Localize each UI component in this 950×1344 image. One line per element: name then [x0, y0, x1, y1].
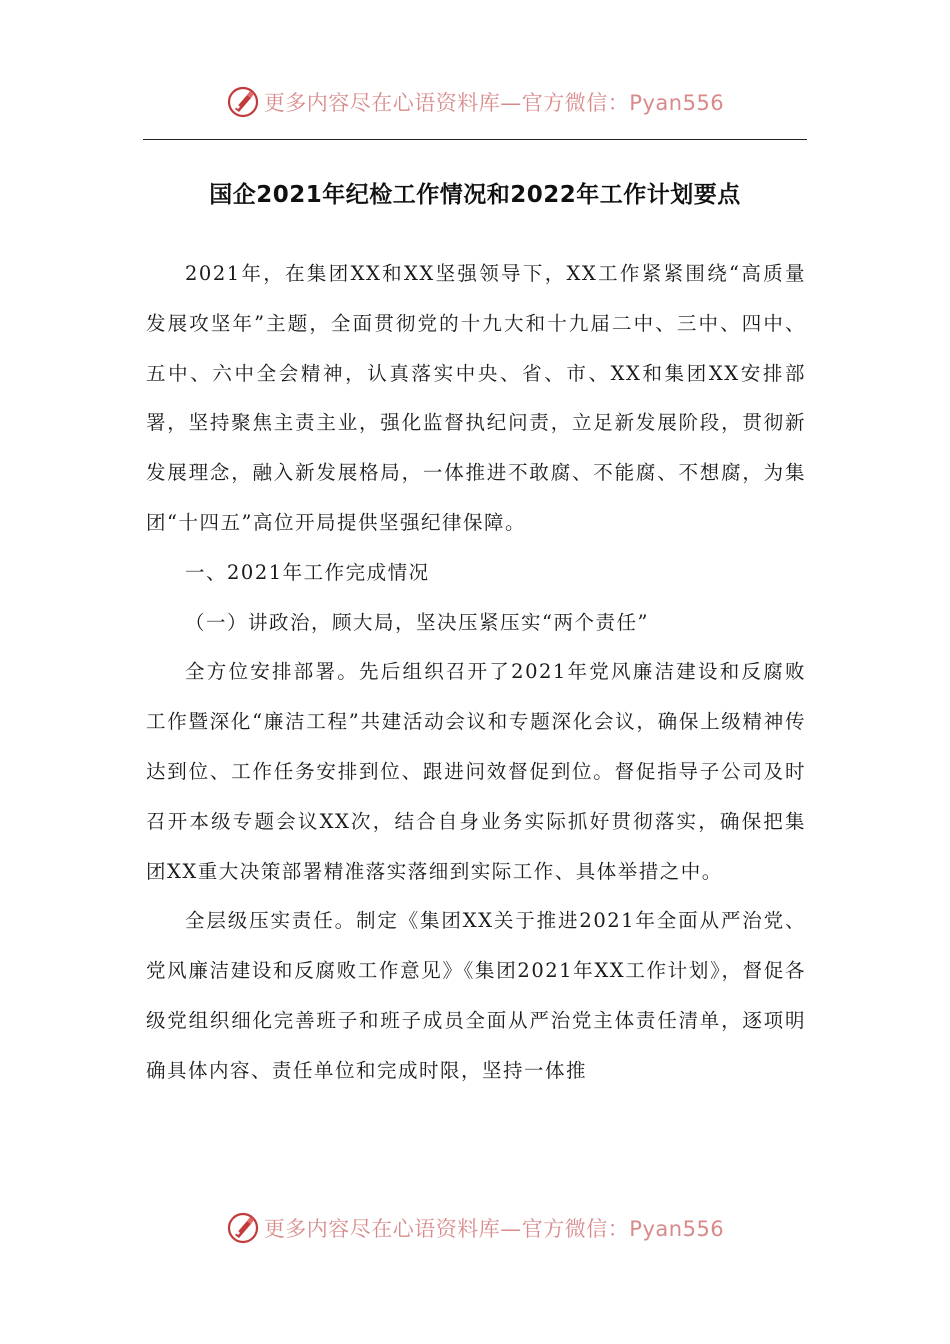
footer-banner: [0, 1208, 950, 1248]
header-divider: [143, 139, 807, 140]
header-banner: [0, 82, 950, 122]
paragraph-responsibility: 全层级压实责任。制定《集团XX关于推进2021年全面从严治党、党风廉洁建设和反腐败工作意见》《集团2021年XX工作计划》，督促各级党组织细化完善班子和班子成员全面从严治党主体责任清单，逐项明确具体内容、责任单位和完成时限，坚持一体推: [146, 909, 806, 1082]
paragraph-arrangement: 全方位安排部署。先后组织召开了2021年党风廉洁建设和反腐败工作暨深化“廉洁工程”共建活动会议和专题深化会议，确保上级精神传达到位、工作任务安排到位、跟进问效督促到位。督促指导子公司及时召开本级专题会议XX次，结合自身业务实际抓好贯彻落实，确保把集团XX重大决策部署精准落实落细到实际工作、具体举措之中。: [146, 660, 806, 883]
pen-nib-logo-icon: [226, 1211, 260, 1245]
paragraph-intro: 2021年，在集团XX和XX坚强领导下，XX工作紧紧围绕“高质量发展攻坚年”主题，全面贯彻党的十九大和十九届二中、三中、四中、五中、六中全会精神，认真落实中央、省、市、XX和集团XX安排部署，坚持聚焦主责主业，强化监督执纪问责，立足新发展阶段，贯彻新发展理念，融入新发展格局，一体推进不敢腐、不能腐、不想腐，为集团“十四五”高位开局提供坚强纪律保障。: [146, 262, 806, 534]
footer-banner-text: 更多内容尽在心语资料库—官方微信：Pyan556: [263, 1217, 725, 1241]
document-title: 国企2021年纪检工作情况和2022年工作计划要点: [209, 182, 741, 208]
header-banner-text: 更多内容尽在心语资料库—官方微信：Pyan556: [263, 91, 725, 115]
pen-nib-logo-icon: [226, 85, 260, 119]
subsection-heading-1: （一）讲政治，顾大局，坚决压紧压实“两个责任”: [185, 610, 649, 634]
section-heading-1: 一、2021年工作完成情况: [185, 560, 430, 584]
document-body: [146, 249, 806, 1096]
